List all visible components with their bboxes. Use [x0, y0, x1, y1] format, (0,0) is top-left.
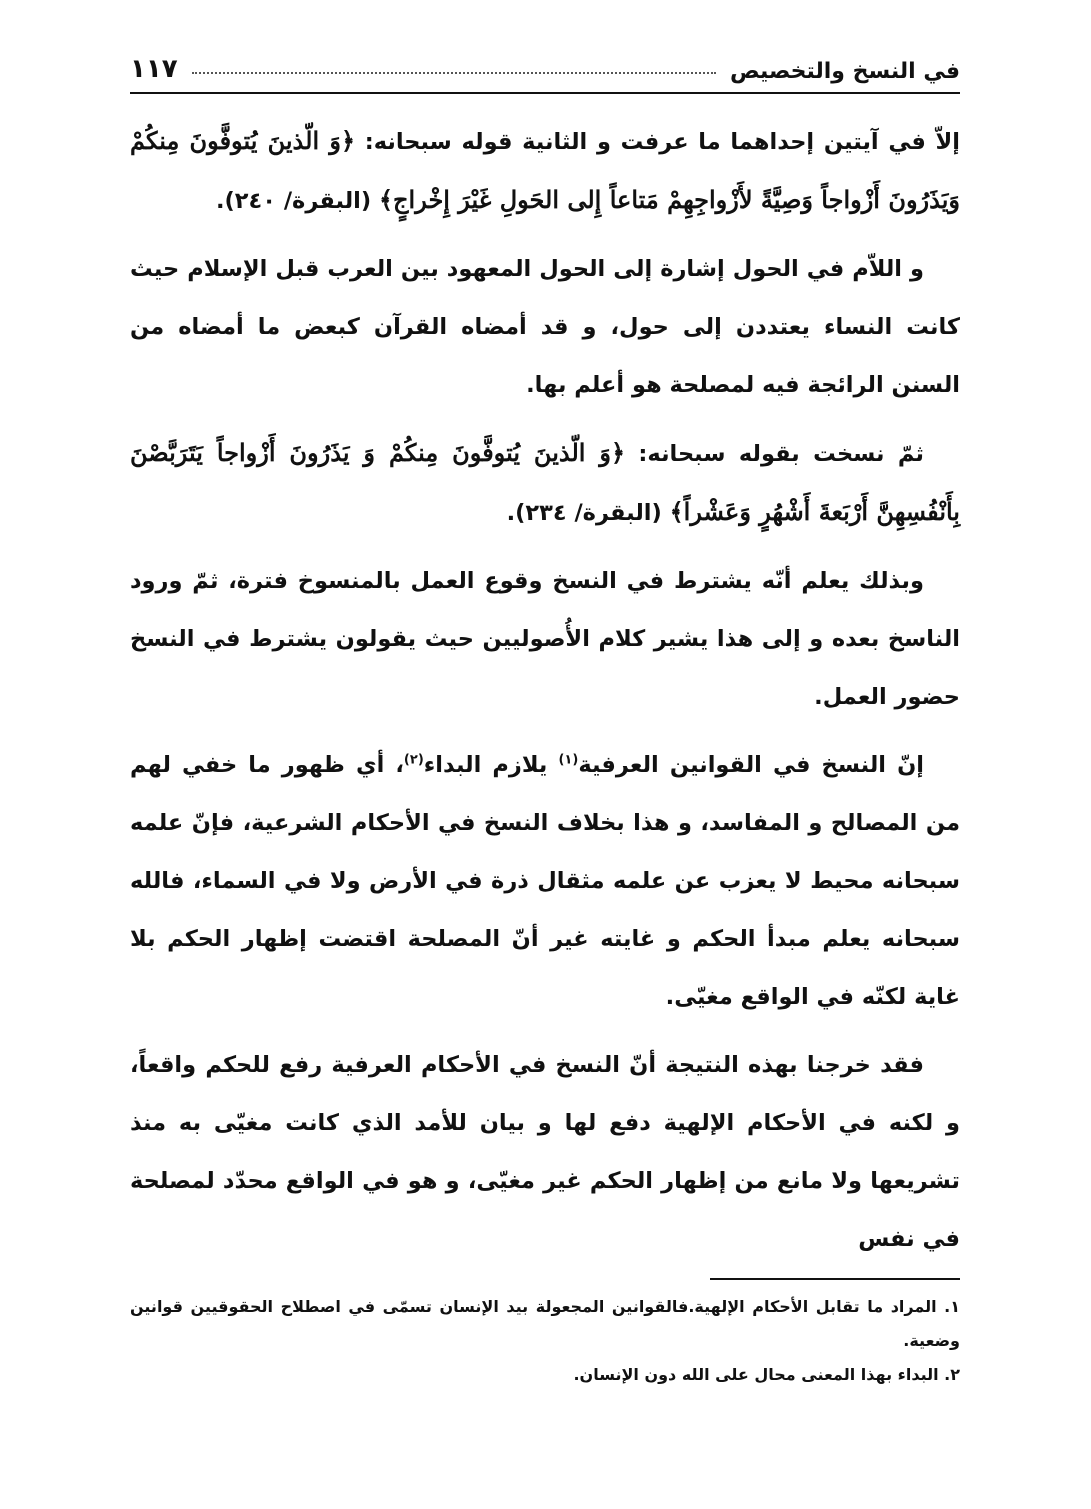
paragraph	[130, 736, 960, 1026]
paragraph-text: إنّ النسخ في القوانين العرفية	[578, 752, 924, 778]
running-title: في النسخ والتخصيص	[730, 59, 960, 84]
page-number: ١١٧	[130, 54, 178, 84]
paragraph-text: و اللاّم في الحول إشارة إلى الحول المعهود بين العرب قبل الإسلام حيث كانت النساء يعتددن إلى حول، و قد أمضاه القرآن كبعض ما أمضاه من السنن الرائجة فيه لمصلحة هو أعلم بها.	[130, 256, 960, 398]
footnote: ١. المراد ما تقابل الأحكام الإلهية.فالقوانين المجعولة بيد الإنسان تسمّى في اصطلاح الحقوقيين قوانين وضعية.	[130, 1297, 960, 1350]
footnote-divider	[710, 1278, 960, 1280]
quran-verse: ﴿وَ الّذينَ يُتوفَّونَ مِنكُمْ وَيَذَرُونَ أَزْواجاً وَصِيَّةً لأَزْواجِهِمْ مَتاعاً إِلى الحَولِ غَيْرَ إِخْراجٍ﴾	[130, 126, 960, 214]
paragraph-text: يلازم البداء	[423, 752, 559, 778]
footnote-ref[interactable]: (٢)	[403, 752, 424, 768]
paragraph	[130, 552, 960, 726]
book-page	[130, 28, 960, 1392]
paragraph	[130, 424, 960, 542]
paragraph-text: فقد خرجنا بهذه النتيجة أنّ النسخ في الأحكام العرفية رفع للحكم واقعاً، و لكنه في الأحكام الإلهية دفع لها و بيان للأمد الذي كانت مغيّى به منذ تشريعها ولا مانع من إظهار الحكم غير مغيّى، و هو في الواقع محدّد لمصلحة في نفس	[130, 1052, 960, 1252]
header-dot-leader	[192, 72, 716, 74]
paragraph	[130, 112, 960, 230]
footnote-ref[interactable]: (١)	[558, 752, 579, 768]
verse-reference: (البقرة/ ٢٤٠).	[215, 188, 379, 214]
paragraph	[130, 240, 960, 414]
paragraph-text: ثمّ نسخت بقوله سبحانه:	[625, 441, 924, 467]
footnote: ٢. البداء بهذا المعنى محال على الله دون الإنسان.	[573, 1365, 960, 1384]
paragraph	[130, 1036, 960, 1268]
page-header	[130, 28, 960, 94]
paragraph-text: وبذلك يعلم أنّه يشترط في النسخ وقوع العمل بالمنسوخ فترة، ثمّ ورود الناسخ بعده و إلى هذا يشير كلام الأُصوليين حيث يقولون يشترط في النسخ حضور العمل.	[130, 568, 960, 710]
paragraph-text: ، أي ظهور ما خفي لهم من المصالح و المفاسد، و هذا بخلاف النسخ في الأحكام الشرعية، فإنّ علمه سبحانه محيط لا يعزب عن علمه مثقال ذرة في الأرض ولا في السماء، فالله سبحانه يعلم مبدأ الحكم و غايته غير أنّ المصلحة اقتضت إظهار الحكم بلا غاية لكنّه في الواقع مغيّى.	[130, 752, 960, 1010]
paragraph-text: إلاّ في آيتين إحداهما ما عرفت و الثانية قوله سبحانه:	[355, 129, 961, 155]
verse-reference: (البقرة/ ٢٣٤).	[506, 500, 670, 526]
footnotes	[130, 1290, 960, 1392]
quran-verse: ﴿وَ الّذينَ يُتوفَّونَ مِنكُمْ وَ يَذَرُونَ أَزْواجاً يَتَرَبَّصْنَ بِأَنْفُسِهِنَّ أَرْبَعةَ أَشْهُرٍ وَعَشْراً﴾	[130, 438, 960, 526]
body-text	[130, 112, 960, 1268]
